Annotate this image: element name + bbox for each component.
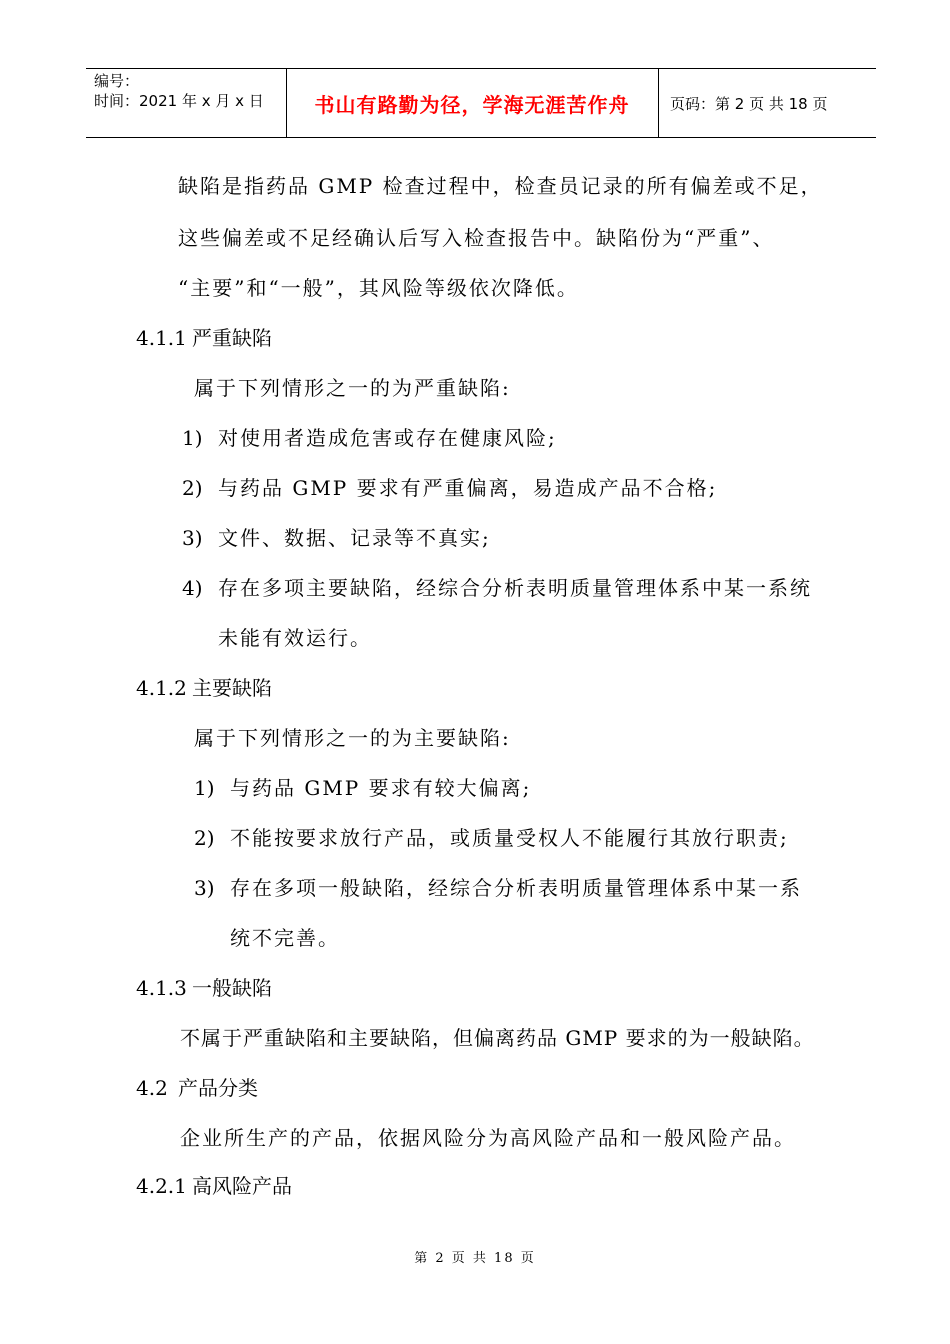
header-motto-cell	[286, 69, 658, 137]
document-time-label: 时间：2021 年 x 月 x 日	[94, 92, 264, 110]
section-lead: 属于下列情形之一的为严重缺陷:	[194, 376, 511, 400]
section-heading-4-1-3	[136, 972, 272, 1001]
list-item-number: 3)	[194, 876, 215, 900]
list-item-number: 2)	[182, 476, 203, 500]
list-item	[182, 422, 557, 451]
list-item-text: 存在多项主要缺陷，经综合分析表明质量管理体系中某一系统	[218, 576, 812, 600]
section-number: 4.2	[136, 1076, 168, 1100]
list-item-number: 1)	[182, 426, 203, 450]
intro-line-3: “主要”和“一般”，其风险等级依次降低。	[178, 276, 579, 300]
section-number: 4.1.1	[136, 326, 187, 350]
list-item-text: 与药品 GMP 要求有较大偏离;	[230, 776, 532, 800]
section-title: 严重缺陷	[192, 326, 272, 350]
list-item-continuation: 统不完善。	[230, 926, 340, 950]
section-title: 一般缺陷	[192, 976, 272, 1000]
list-item-continuation: 未能有效运行。	[218, 626, 372, 650]
section-number: 4.2.1	[136, 1174, 187, 1198]
list-item	[182, 522, 491, 551]
section-heading-4-1-2	[136, 672, 272, 701]
header-motto: 书山有路勤为径，学海无涯苦作舟	[314, 92, 630, 117]
list-item-number: 1)	[194, 776, 215, 800]
list-item	[194, 772, 531, 801]
header-page-cell	[658, 69, 876, 137]
section-title: 高风险产品	[192, 1174, 292, 1198]
section-number: 4.1.3	[136, 976, 187, 1000]
section-number: 4.1.2	[136, 676, 187, 700]
section-paragraph: 企业所生产的产品，依据风险分为高风险产品和一般风险产品。	[180, 1126, 796, 1150]
list-item-text: 对使用者造成危害或存在健康风险;	[218, 426, 557, 450]
section-title: 产品分类	[178, 1076, 258, 1100]
list-item-number: 4)	[182, 576, 203, 600]
list-item-number: 2)	[194, 826, 215, 850]
list-item-text: 存在多项一般缺陷，经综合分析表明质量管理体系中某一系	[230, 876, 802, 900]
section-heading-4-2	[136, 1072, 258, 1101]
list-item	[194, 822, 789, 851]
page-footer: 第 2 页 共 18 页	[414, 1251, 536, 1266]
section-heading-4-2-1	[136, 1170, 292, 1199]
header-meta	[86, 69, 286, 137]
list-item-text: 文件、数据、记录等不真实;	[218, 526, 491, 550]
section-lead: 属于下列情形之一的为主要缺陷:	[194, 726, 511, 750]
page-header	[86, 68, 876, 138]
section-paragraph: 不属于严重缺陷和主要缺陷，但偏离药品 GMP 要求的为一般缺陷。	[180, 1026, 815, 1050]
list-item	[194, 872, 802, 901]
intro-line-1: 缺陷是指药品 GMP 检查过程中，检查员记录的所有偏差或不足，	[178, 174, 823, 198]
section-heading-4-1-1	[136, 322, 272, 351]
intro-line-2: 这些偏差或不足经确认后写入检查报告中。缺陷份为“严重”、	[178, 226, 775, 250]
section-title: 主要缺陷	[192, 676, 272, 700]
document-number-label: 编号：	[94, 72, 140, 90]
list-item-text: 与药品 GMP 要求有严重偏离，易造成产品不合格;	[218, 476, 718, 500]
list-item-number: 3)	[182, 526, 203, 550]
list-item	[182, 472, 717, 501]
header-page-number: 页码：第 2 页 共 18 页	[670, 94, 828, 113]
list-item	[182, 572, 812, 601]
list-item-text: 不能按要求放行产品，或质量受权人不能履行其放行职责;	[230, 826, 789, 850]
